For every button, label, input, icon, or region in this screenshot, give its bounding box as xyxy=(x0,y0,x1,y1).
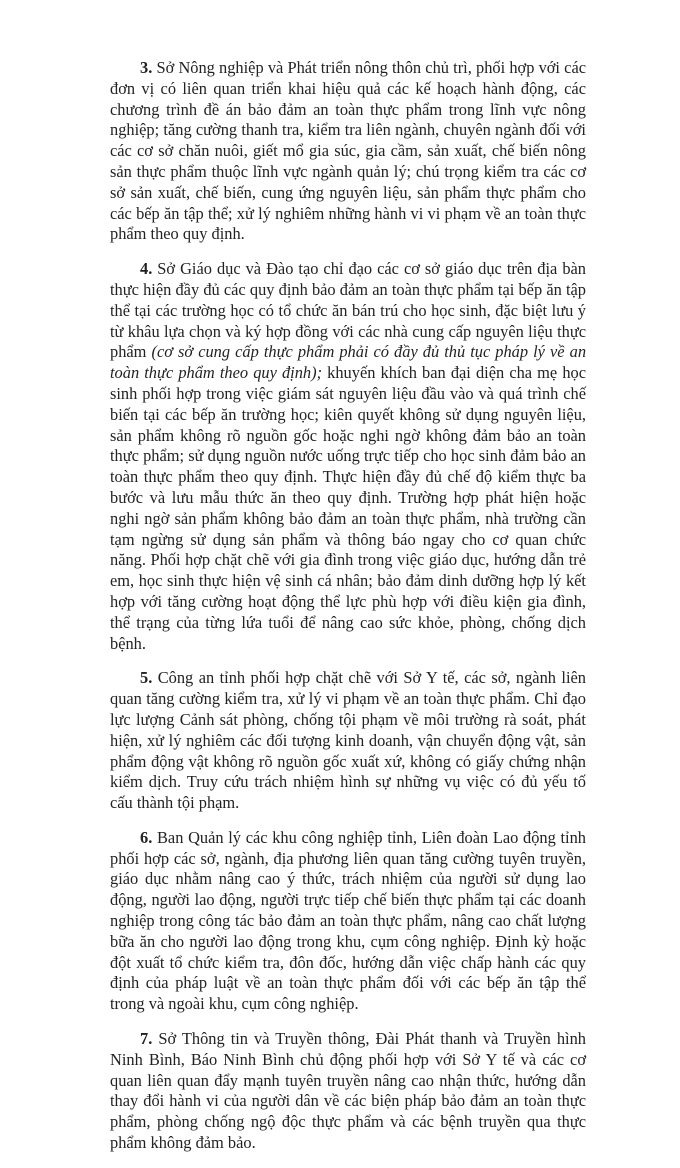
paragraph-number: 7. xyxy=(140,1029,153,1049)
paragraph-italic-note: (cơ sở cung cấp thực phẩm phải có đầy đủ thủ tục pháp lý về an toàn thực phẩm theo quy định); xyxy=(110,342,587,383)
paragraph-text: Sở Giáo dục và Đào tạo chỉ đạo các cơ sở giáo dục trên địa bàn thực hiện đầy đủ các quy định bảo đảm an toàn thực phẩm tại bếp ăn tập thể tại các trường học có tổ chức ăn bán trú cho học sinh, đặc biệt lưu ý từ khâu lựa chọn và ký hợp đồng với các nhà cung cấp nguyên liệu thực phẩm xyxy=(110,259,586,362)
paragraph-text: Sở Nông nghiệp và Phát triển nông thôn chủ trì, phối hợp với các đơn vị có liên quan triển khai hiệu quả các kế hoạch hành động, các chương trình đề án bảo đảm an toàn thực phẩm trong lĩnh vực nông nghiệp; tăng cường thanh tra, kiểm tra liên ngành, chuyên ngành đối với các cơ sở chăn nuôi, giết mổ gia súc, gia cầm, sản xuất, chế biến nông sản thực phẩm thuộc lĩnh vực ngành quản lý; chú trọng kiểm tra các cơ sở sản xuất, chế biến, cung ứng nguyên liệu, sản phẩm thực phẩm cho các bếp ăn tập thể; xử lý nghiêm những hành vi vi phạm về an toàn thực phẩm theo quy định. xyxy=(110,58,586,244)
paragraph-number: 6. xyxy=(140,827,153,847)
paragraph-3 xyxy=(110,58,586,245)
paragraph-text: khuyến khích ban đại diện cha mẹ học sinh phối hợp trong việc giám sát nguyên liệu đầu vào và quá trình chế biến tại các bếp ăn trường học; kiên quyết không sử dụng nguyên liệu, sản phẩm không rõ nguồn gốc hoặc nghi ngờ không đảm bảo an toàn thực phẩm; sử dụng nguồn nước uống trực tiếp cho học sinh đảm bảo an toàn thực phẩm theo quy định. Thực hiện đầy đủ chế độ kiểm thực ba bước và lưu mẫu thức ăn theo quy định. Trường hợp phát hiện hoặc nghi ngờ sản phẩm không bảo đảm an toàn thực phẩm, nhà trường cần tạm ngừng sử dụng sản phẩm và thông báo ngay cho cơ quan chức năng. Phối hợp chặt chẽ với gia đình trong việc giáo dục, hướng dẫn trẻ em, học sinh thực hiện vệ sinh cá nhân; bảo đảm dinh dưỡng hợp lý kết hợp với tăng cường hoạt động thể lực phù hợp với điều kiện gia đình, thể trạng của từng lứa tuổi để nâng cao sức khỏe, phòng, chống dịch bệnh. xyxy=(110,363,586,653)
paragraph-number: 5. xyxy=(140,668,153,688)
document-page xyxy=(110,58,586,1168)
paragraph-text: Ban Quản lý các khu công nghiệp tỉnh, Liên đoàn Lao động tỉnh phối hợp các sở, ngành, địa phương liên quan tăng cường tuyên truyền, giáo dục nhằm nâng cao ý thức, trách nhiệm của người sử dụng lao động, người lao động, người trực tiếp chế biến thực phẩm tại các doanh nghiệp trong công tác bảo đảm an toàn thực phẩm, nâng cao chất lượng bữa ăn cho người lao động trong khu, cụm công nghiệp. Định kỳ hoặc đột xuất tổ chức kiểm tra, đôn đốc, hướng dẫn việc chấp hành các quy định của pháp luật về an toàn thực phẩm đối với các bếp ăn tập thể trong và ngoài khu, cụm công nghiệp. xyxy=(110,827,586,1014)
paragraph-4 xyxy=(110,259,586,654)
paragraph-6 xyxy=(110,828,586,1015)
paragraph-number: 3. xyxy=(140,58,153,77)
paragraph-5 xyxy=(110,668,586,814)
paragraph-text: Công an tỉnh phối hợp chặt chẽ với Sở Y tế, các sở, ngành liên quan tăng cường kiểm tra, xử lý vi phạm về an toàn thực phẩm. Chỉ đạo lực lượng Cảnh sát phòng, chống tội phạm về môi trường rà soát, phát hiện, xử lý nghiêm các đối tượng kinh doanh, vận chuyển động vật, sản phẩm động vật không rõ nguồn gốc xuất xứ, không có giấy chứng nhận kiểm dịch. Truy cứu trách nhiệm hình sự những vụ việc có đủ yếu tố cấu thành tội phạm. xyxy=(110,668,586,813)
paragraph-7 xyxy=(110,1029,586,1154)
paragraph-number: 4. xyxy=(140,259,153,279)
paragraph-text: Sở Thông tin và Truyền thông, Đài Phát thanh và Truyền hình Ninh Bình, Báo Ninh Bình chủ động phối hợp với Sở Y tế và các cơ quan liên quan đẩy mạnh tuyên truyền nâng cao nhận thức, hướng dẫn thay đổi hành vi của người dân về các biện pháp bảo đảm an toàn thực phẩm, phòng chống ngộ độc thực phẩm và các bệnh truyền qua thực phẩm không đảm bảo. xyxy=(110,1029,586,1153)
